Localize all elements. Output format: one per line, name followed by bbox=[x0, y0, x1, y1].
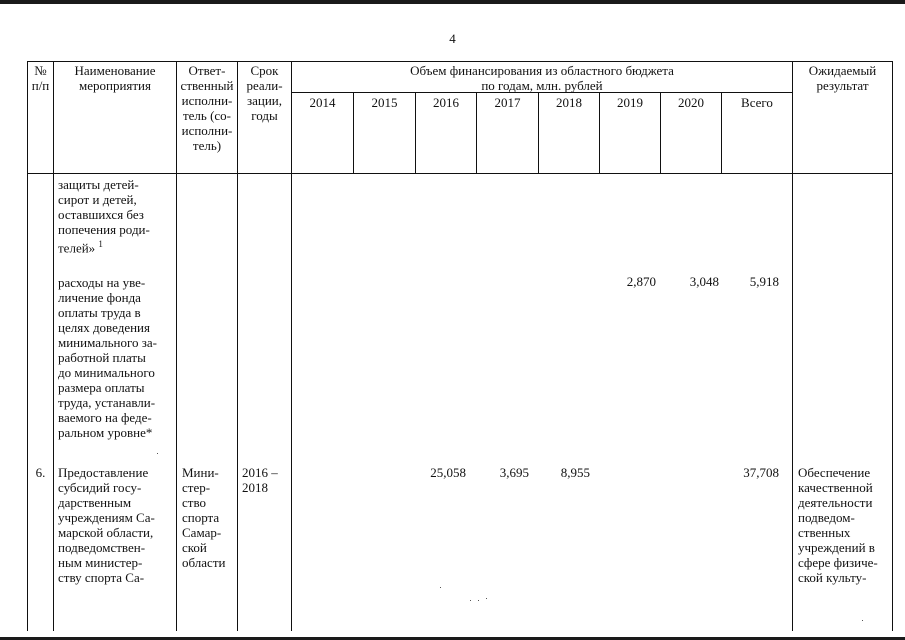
row-3-term: 2016 – 2018 bbox=[242, 465, 278, 495]
header-year-2019: 2019 bbox=[617, 95, 643, 110]
table-left-border bbox=[27, 61, 28, 631]
header-year-2020: 2020 bbox=[678, 95, 704, 110]
row-2-name: расходы на уве- личение фонда оплаты труда в целях доведения минимального за- работной платы до минимального размера оплаты труда, устанавли- ваемого на феде- ральном уровне* bbox=[58, 275, 157, 440]
table-top-border bbox=[27, 61, 893, 62]
scan-edge-top bbox=[0, 0, 905, 4]
row-1-name bbox=[58, 177, 176, 255]
scan-speck bbox=[470, 600, 471, 601]
row-3-2018: 8,955 bbox=[560, 465, 590, 480]
row-3-2016: 25,058 bbox=[430, 465, 466, 480]
header-year-2014: 2014 bbox=[309, 95, 336, 110]
scan-speck bbox=[486, 598, 487, 599]
row-2-total: 5,918 bbox=[749, 274, 779, 289]
row-2-2020: 3,048 bbox=[689, 274, 719, 289]
col-divider-executor bbox=[237, 61, 238, 631]
header-executor: Ответ- ственный исполни- тель (со- исполни- тель) bbox=[180, 63, 234, 153]
header-total: Всего bbox=[741, 95, 773, 110]
header-name: Наименование мероприятия bbox=[74, 63, 156, 93]
row-3-executor: Мини- стер- ство спорта Самар- ской области bbox=[182, 465, 226, 570]
row-1-name-text: защиты детей- сирот и детей, оставшихся без попечения роди- телей» bbox=[58, 177, 150, 256]
header-num: № п/п bbox=[31, 63, 50, 93]
header-year-2015: 2015 bbox=[371, 95, 398, 110]
scan-speck bbox=[862, 620, 863, 621]
table-right-border bbox=[892, 61, 893, 631]
header-term: Срок реали- зации, годы bbox=[246, 63, 283, 123]
scan-speck bbox=[157, 453, 158, 454]
row-2-2019: 2,870 bbox=[626, 274, 656, 289]
scan-speck bbox=[440, 587, 441, 588]
header-year-2017: 2017 bbox=[494, 95, 521, 110]
header-funding: Объем финансирования из областного бюджета по годам, млн. рублей bbox=[410, 63, 674, 93]
row-3-num: 6. bbox=[35, 465, 46, 480]
row-3-total: 37,708 bbox=[743, 465, 779, 480]
header-bottom-border bbox=[27, 173, 893, 174]
header-result: Ожидаемый результат bbox=[808, 63, 877, 93]
row-3-name: Предоставление субсидий госу- дарственным учреждениям Са- марской области, подведомствен- ным министер- ству спорта Са- bbox=[58, 465, 155, 585]
page-number: 4 bbox=[449, 31, 456, 46]
row-3-2017: 3,695 bbox=[499, 465, 529, 480]
funding-table bbox=[27, 61, 893, 631]
col-divider-num bbox=[53, 61, 54, 631]
header-year-2018: 2018 bbox=[556, 95, 582, 110]
scan-speck bbox=[478, 600, 479, 601]
header-year-2016: 2016 bbox=[433, 95, 459, 110]
col-divider-total bbox=[792, 61, 793, 631]
row-3-result: Обеспечение качественной деятельности подведом- ственных учреждений в сфере физиче- ской культу- bbox=[798, 465, 878, 585]
col-divider-term bbox=[291, 61, 292, 631]
footnote-mark: 1 bbox=[98, 239, 103, 249]
